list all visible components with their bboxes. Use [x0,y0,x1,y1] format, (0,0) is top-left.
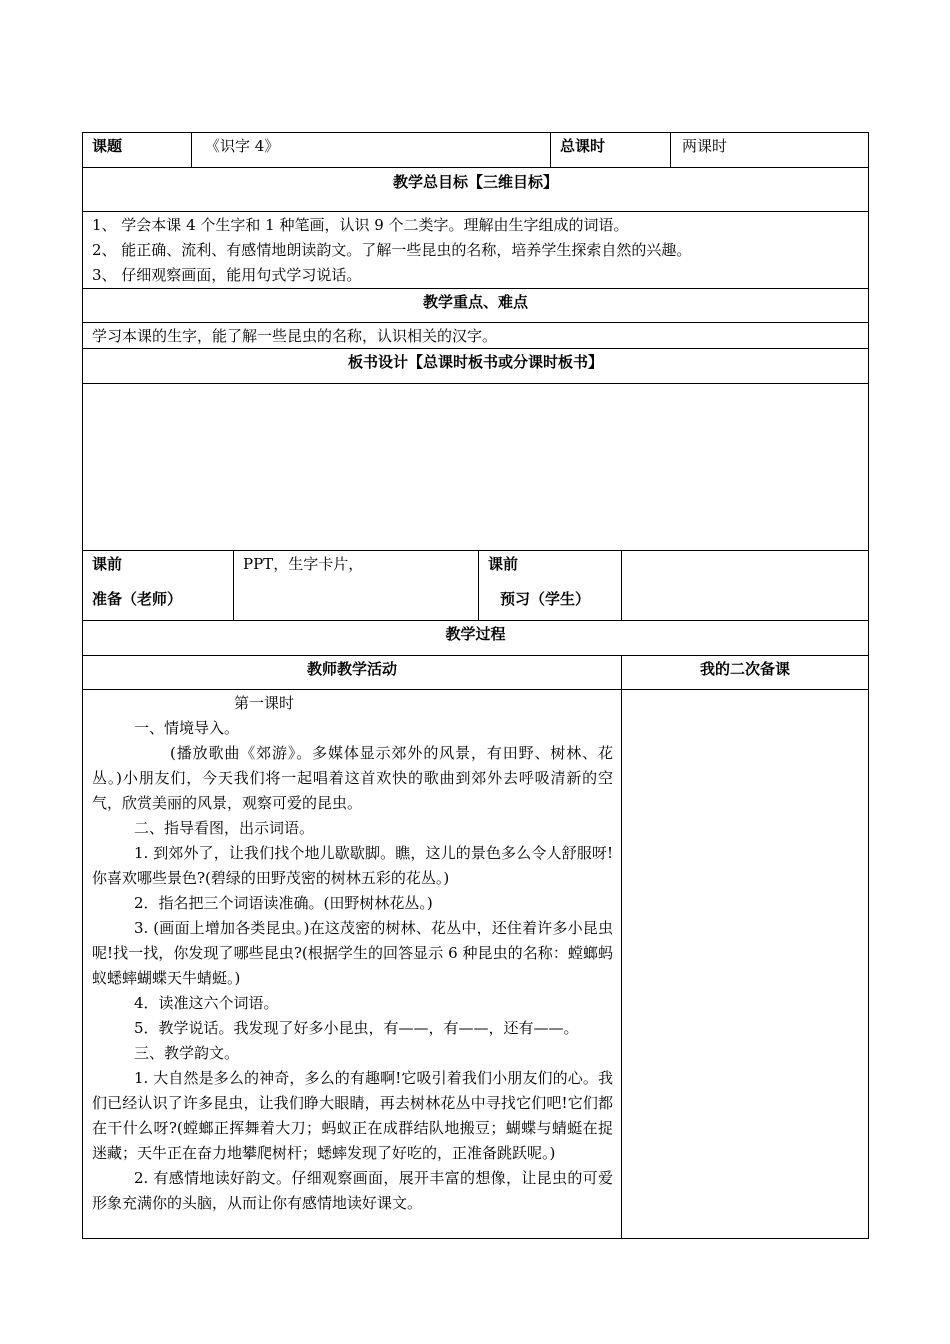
key-points-text: 学习本课的生字，能了解一些昆虫的名称，认识相关的汉字。 [92,327,498,345]
process-paragraph: 4．读准这六个词语。 [134,994,279,1012]
student-prep-label [488,552,618,612]
col-teacher-activity: 教师教学活动 [306,660,397,678]
teacher-prep-label [92,552,227,612]
process-paragraph: 2．指名把三个词语读准确。(田野树林花丛。) [134,894,433,912]
lesson-title: 第一课时 [234,694,295,712]
board-title: 板书设计【总课时板书或分课时板书】 [347,353,603,371]
goal-item: 3、 仔细观察画面，能用句式学习说话。 [92,266,362,284]
student-prep-label-line1: 课前 [488,555,519,573]
goals-title: 教学总目标【三维目标】 [392,173,558,191]
goal-item: 1、 学会本课 4 个生字和 1 种笔画，认识 9 个二类字。理解由生字组成的词语。 [92,216,629,234]
process-paragraph: 三、教学韵文。 [134,1044,240,1062]
process-title: 教学过程 [445,625,506,643]
goal-item: 2、 能正确、流利、有感情地朗读韵文。了解一些昆虫的名称，培养学生探索自然的兴趣。 [92,241,692,259]
col-second-prep: 我的二次备课 [699,660,790,678]
goals-list [92,213,862,288]
process-paragraph: 二、指导看图，出示词语。 [134,819,315,837]
total-hours-label: 总课时 [560,137,606,155]
topic-label: 课题 [92,137,123,155]
process-paragraph: 1. 到郊外了，让我们找个地儿歇歇脚。瞧，这儿的景色多么令人舒服呀!你喜欢哪些景色?(碧绿的田野茂密的树林五彩的花丛。) [92,844,613,887]
student-prep-label-line2: 预习（学生） [500,590,591,608]
process-paragraph: 2. 有感情地读好韵文。仔细观察画面，展开丰富的想像，让昆虫的可爱形象充满你的头脑，从而让你有感情地读好课文。 [92,1169,613,1212]
teacher-prep-label-line2: 准备（老师） [92,590,183,608]
process-paragraph: (播放歌曲《郊游》。多媒体显示郊外的风景，有田野、树林、花丛。)小朋友们，今天我们将一起唱着这首欢快的歌曲到郊外去呼吸清新的空气，欣赏美丽的风景，观察可爱的昆虫。 [92,744,613,812]
topic-value: 《识字 4》 [205,137,280,155]
teacher-activity-content [92,691,613,1216]
total-hours-value: 两课时 [682,137,728,155]
process-paragraph: 一、情境导入。 [134,719,240,737]
board-content [92,390,862,540]
process-paragraph: 3. (画面上增加各类昆虫。)在这茂密的树林、花丛中，还住着许多小昆虫呢!找一找，你发现了哪些昆虫?(根据学生的回答显示 6 种昆虫的名称：螳螂蚂蚁蟋蟀蝴蝶天牛蜻蜓。) [92,919,613,987]
teacher-prep-label-line1: 课前 [92,555,123,573]
process-paragraph: 1. 大自然是多么的神奇，多么的有趣啊!它吸引着我们小朋友们的心。我们已经认识了许多昆虫，让我们睁大眼睛，再去树林花丛中寻找它们吧!它们都在干什么呀?(螳螂正挥舞着大刀；蚂蚁正在成群结队地搬豆；蝴蝶与蜻蜓在捉迷藏；天牛正在奋力地攀爬树杆；蟋蟀发现了好吃的，正准备跳跃呢。) [92,1069,613,1162]
teacher-prep-value: PPT，生字卡片， [243,555,364,573]
key-points-title: 教学重点、难点 [422,293,528,311]
process-paragraph: 5．教学说话。我发现了好多小昆虫，有——，有——，还有——。 [134,1019,579,1037]
